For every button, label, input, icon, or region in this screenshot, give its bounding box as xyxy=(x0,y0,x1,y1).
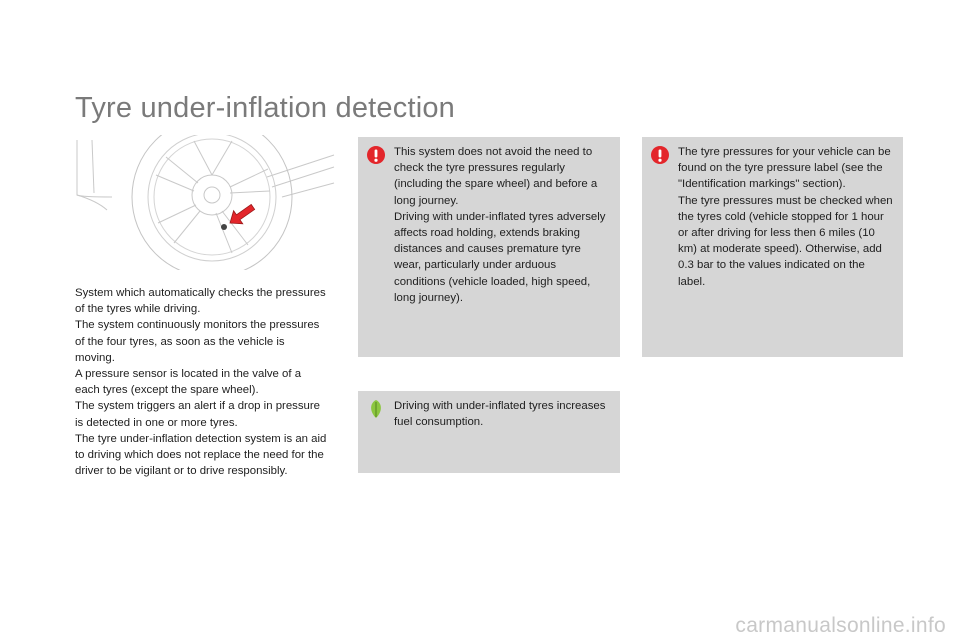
wheel-valve-illustration xyxy=(72,135,337,270)
warning-paragraph: This system does not avoid the need to check the tyre pressures regularly (including the spare wheel) and before a long journey. xyxy=(394,146,598,207)
warning-paragraph: The tyre pressures must be checked when the tyres cold (vehicle stopped for 1 hour or after driving for less then 6 miles (10 km) at moderate speed). Otherwise, add 0.3 bar to the values indicated on the label. xyxy=(678,194,893,288)
intro-line: System which automatically checks the pressures of the tyres while driving. xyxy=(75,287,326,316)
warning-box-tyre-pressures xyxy=(642,137,903,357)
intro-line: A pressure sensor is located in the valve of a each tyres (except the spare wheel). xyxy=(75,368,302,397)
warning-exclamation-icon xyxy=(650,145,670,165)
intro-line: The system continuously monitors the pressures of the four tyres, as soon as the vehicle is moving. xyxy=(75,319,320,364)
warning-exclamation-icon xyxy=(366,145,386,165)
eco-leaf-icon xyxy=(366,399,386,419)
intro-line: The system triggers an alert if a drop in pressure is detected in one or more tyres. xyxy=(75,400,321,429)
warning-paragraph: Driving with under-inflated tyres adversely affects road holding, extends braking distances and causes premature tyre wear, particularly under arduous conditions (vehicle loaded, high speed, long journey). xyxy=(394,210,606,304)
warning-paragraph: The tyre pressures for your vehicle can be found on the tyre pressure label (see the "Identification markings" section). xyxy=(678,146,891,191)
intro-text xyxy=(75,285,327,479)
page-title: Tyre under-inflation detection xyxy=(75,92,455,124)
intro-line: The tyre under-inflation detection system is an aid to driving which does not replace the need for the driver to be vigilant or to drive responsibly. xyxy=(75,432,327,478)
eco-paragraph: Driving with under-inflated tyres increases fuel consumption. xyxy=(394,400,606,429)
warning-box-regular-checks xyxy=(358,137,620,357)
watermark: carmanualsonline.info xyxy=(735,614,946,637)
eco-box-fuel-consumption xyxy=(358,391,620,473)
